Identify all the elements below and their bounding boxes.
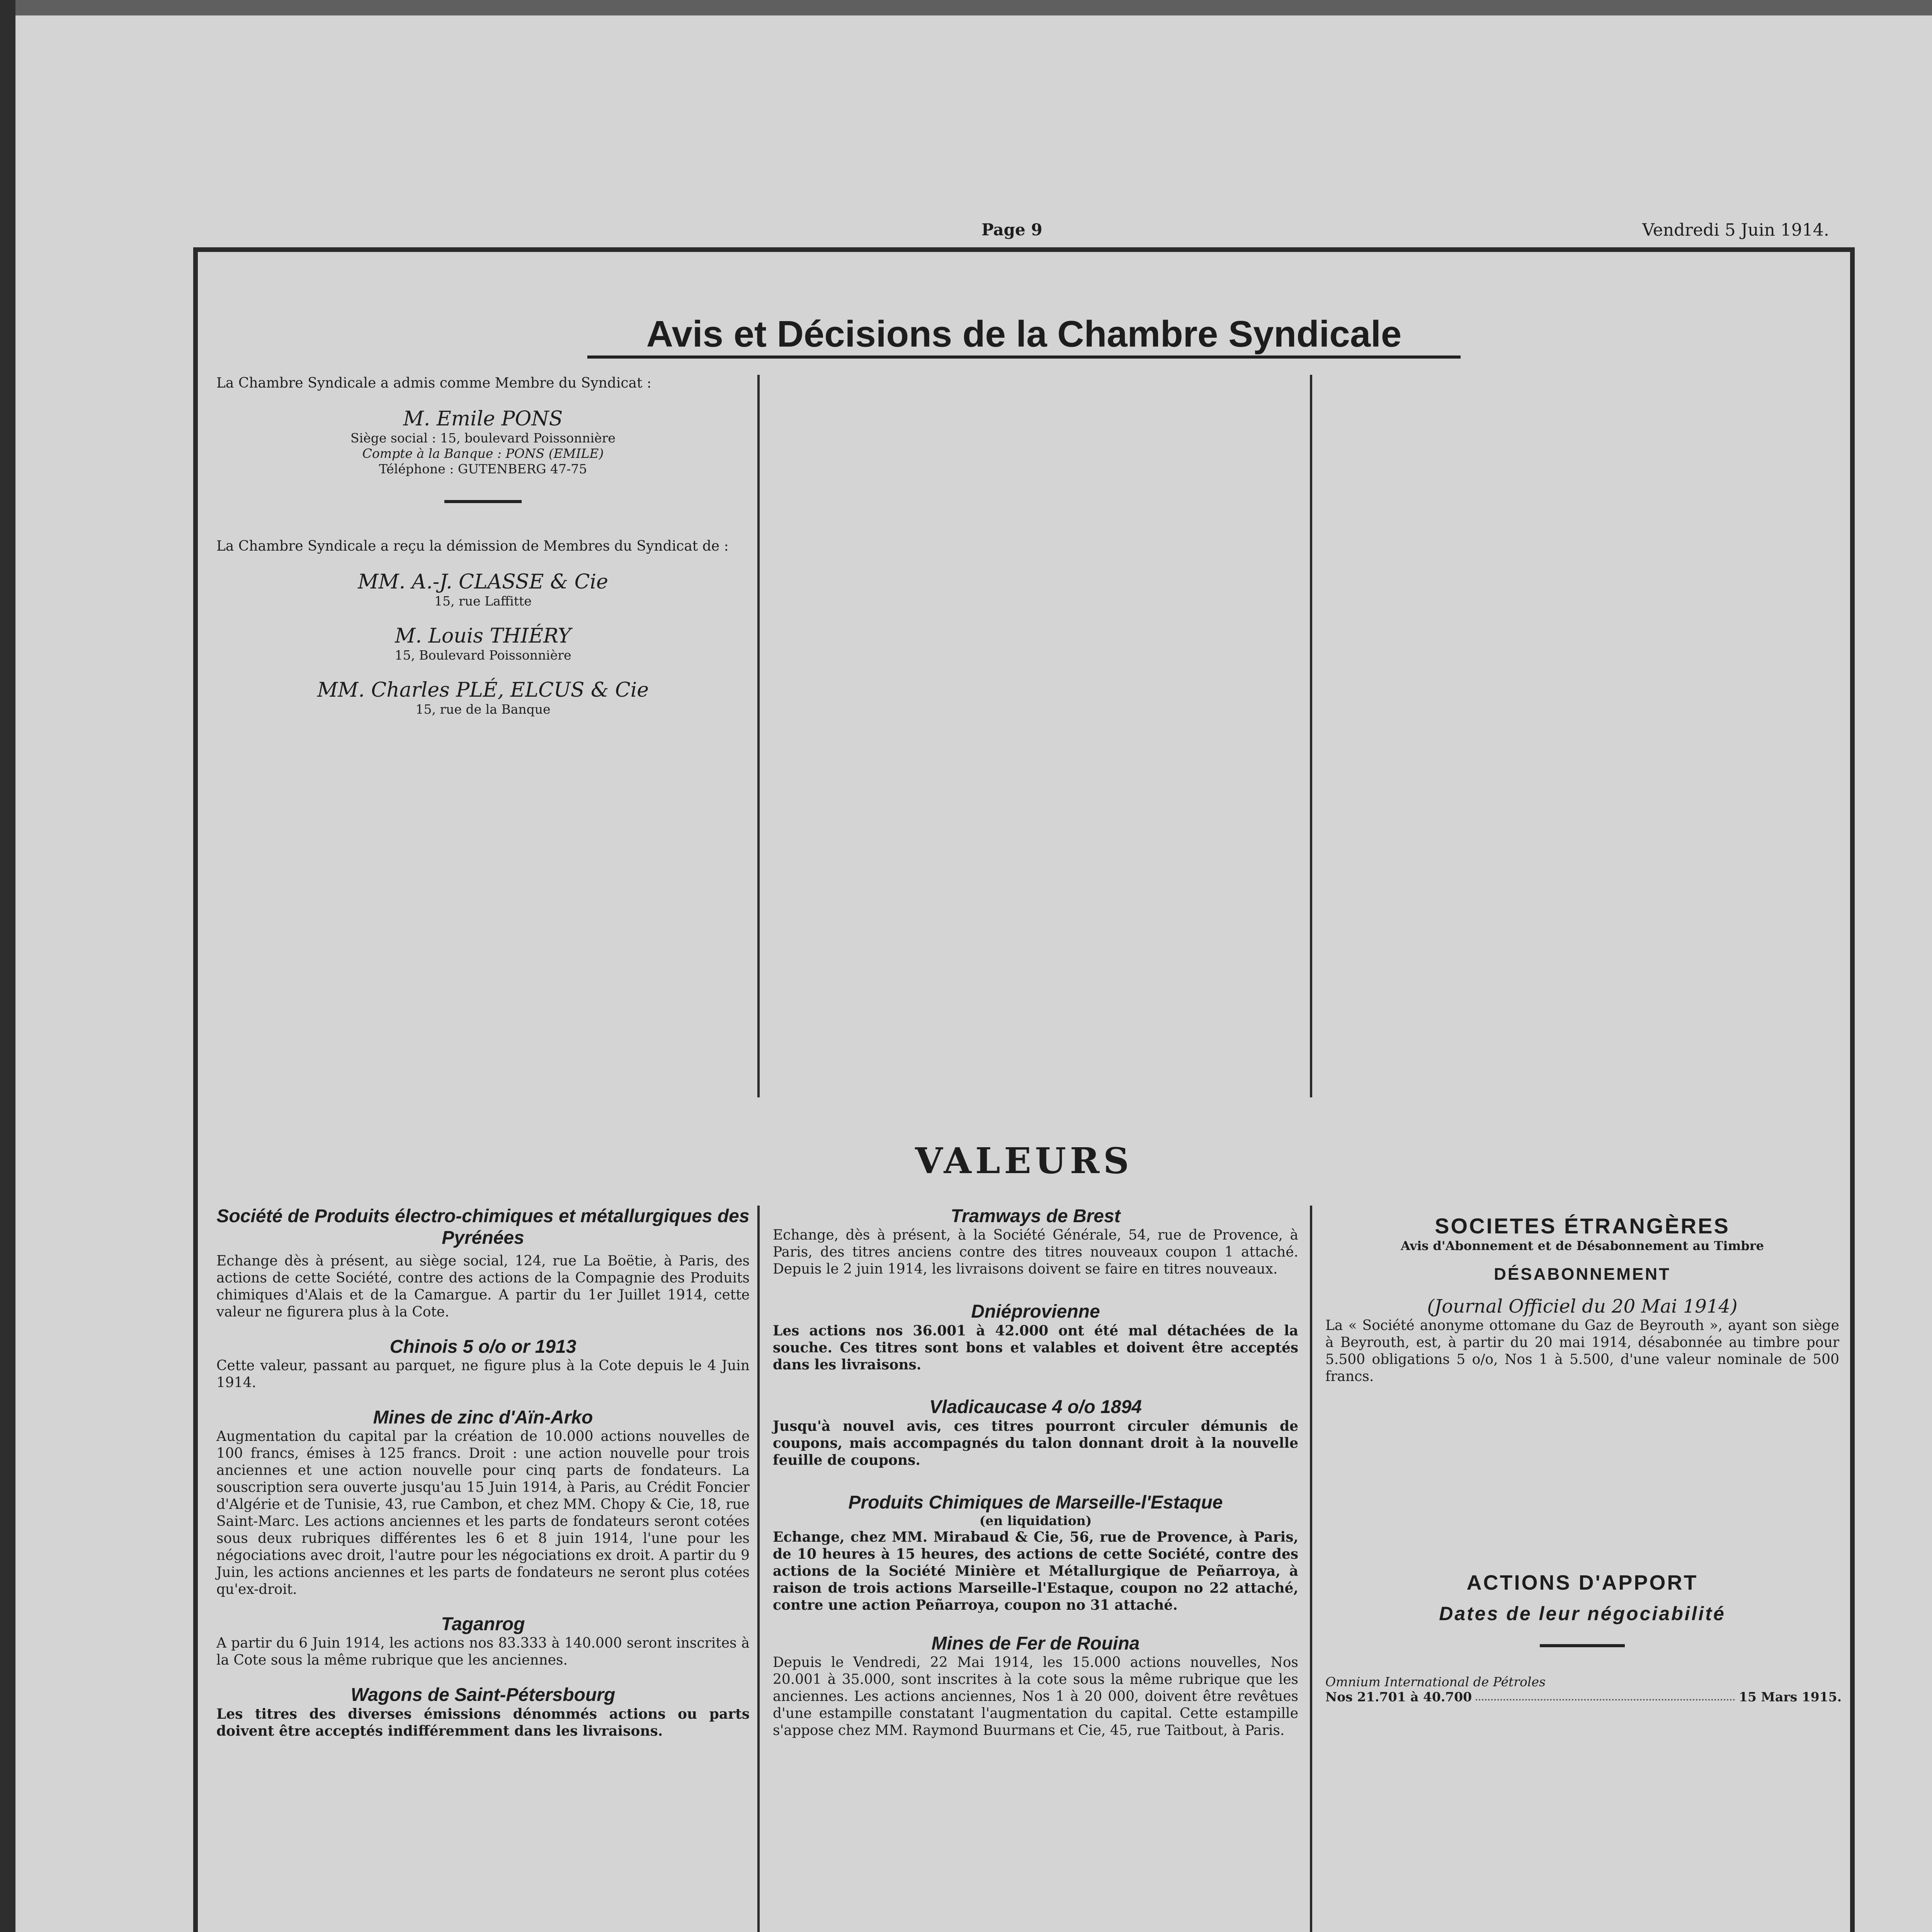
r1-title: SOCIETES ÉTRANGÈRES [1435, 1214, 1730, 1238]
m1-title: Tramways de Brest [951, 1206, 1121, 1226]
avis-demission: La Chambre Syndicale a reçu la démission de Membres du Syndicat de : [216, 538, 729, 554]
valeurs-left-column [216, 1206, 750, 1740]
r1-text: La « Société anonyme ottomane du Gaz de Beyrouth », ayant son siège à Beyrouth, est, à partir du 20 mai 1914, désabonnée au timbre pour 5.500 obligations 5 o/o, Nos 1 à 5.500, d'une valeur nominale de 500 francs. [1325, 1318, 1839, 1384]
resigned-member-1: MM. A.-J. CLASSE & Cie [358, 570, 608, 594]
valeurs-divider-2 [1310, 1206, 1312, 1932]
s4-text: A partir du 6 Juin 1914, les actions nos 83.333 à 140.000 seront inscrites à la Cote sous la même rubrique que les anciennes. [216, 1635, 750, 1668]
m3-title: Vladicaucase 4 o/o 1894 [929, 1397, 1142, 1417]
top-rule [193, 247, 1855, 252]
r2-name: Omnium International de Pétroles [1325, 1674, 1546, 1689]
s1-title: Société de Produits électro-chimiques et métallurgiques des Pyrénées [216, 1206, 750, 1248]
avis-title: Avis et Décisions de la Chambre Syndicale [587, 313, 1461, 359]
member-siege: Siège social : 15, boulevard Poissonnière [350, 430, 616, 446]
s1-text: Echange dès à présent, au siège social, 124, rue La Boëtie, à Paris, des actions de cette Société, contre des actions de la Compagnie des Produits chimiques d'Alais et de la Camargue. A partir du 1er Juillet 1914, cette valeur ne figurera plus à la Cote. [216, 1253, 750, 1320]
r2-date: 15 Mars 1915. [1739, 1689, 1842, 1704]
avis-column [216, 375, 750, 717]
r1-heading: DÉSABONNEMENT [1494, 1265, 1671, 1284]
m2-title: Dniéprovienne [971, 1301, 1100, 1322]
s4-title: Taganrog [441, 1614, 525, 1634]
valeurs-title: VALEURS [915, 1140, 1133, 1182]
avis-admis: La Chambre Syndicale a admis comme Membre du Syndicat : [216, 375, 652, 391]
separator [444, 500, 522, 503]
s3-title: Mines de zinc d'Aïn-Arko [373, 1407, 593, 1428]
r2-sub: Dates de leur négociabilité [1439, 1603, 1726, 1624]
resigned-member-3: MM. Charles PLÉ, ELCUS & Cie [317, 679, 649, 702]
member-tel: Téléphone : GUTENBERG 47-75 [379, 461, 587, 476]
page-date: Vendredi 5 Juin 1914. [1642, 220, 1829, 240]
m4-text: Echange, chez MM. Mirabaud & Cie, 56, rue de Provence, à Paris, de 10 heures à 15 heures, des actions de cette Société, contre des actions de la Société Minière et Métallurgique de Peñarroya, à raison de trois actions Marseille-l'Estaque, coupon no 22 attaché, contre une action Peñarroya, coupon no 31 attaché. [773, 1529, 1298, 1613]
resigned-address-3: 15, rue de la Banque [415, 702, 551, 717]
binding-gutter [0, 0, 15, 1932]
m4-title: Produits Chimiques de Marseille-l'Estaque [848, 1492, 1223, 1513]
r2-title: ACTIONS D'APPORT [1466, 1571, 1698, 1594]
resigned-member-2: M. Louis THIÉRY [395, 624, 571, 648]
resigned-address-2: 15, Boulevard Poissonnière [395, 648, 571, 663]
s5-text: Les titres des diverses émissions dénommés actions ou parts doivent être acceptés indifféremment dans les livraisons. [216, 1706, 750, 1739]
avis-divider-1 [757, 375, 760, 1097]
r1-sub: Avis d'Abonnement et de Désabonnement au Timbre [1400, 1238, 1764, 1253]
m5-title: Mines de Fer de Rouina [931, 1633, 1140, 1654]
separator [1540, 1644, 1625, 1647]
s2-text: Cette valeur, passant au parquet, ne figure plus à la Cote depuis le 4 Juin 1914. [216, 1358, 750, 1391]
s2-title: Chinois 5 o/o or 1913 [389, 1337, 577, 1357]
left-border [193, 247, 198, 1932]
valeurs-divider-1 [757, 1206, 760, 1932]
s5-title: Wagons de Saint-Pétersbourg [350, 1685, 616, 1705]
member-name: M. Emile PONS [403, 407, 563, 430]
r2-line [1325, 1689, 1842, 1704]
m3-text: Jusqu'à nouvel avis, ces titres pourront circuler démunis de coupons, mais accompagnés du talon donnant droit à la nouvelle feuille de coupons. [773, 1418, 1298, 1468]
resigned-address-1: 15, rue Laffitte [434, 594, 532, 609]
valeurs-right-column [1325, 1213, 1842, 1704]
r1-journal: (Journal Officiel du 20 Mai 1914) [1427, 1296, 1738, 1317]
avis-divider-2 [1310, 375, 1312, 1097]
m5-text: Depuis le Vendredi, 22 Mai 1914, les 15.000 actions nouvelles, Nos 20.001 à 35.000, sont inscrites à la cote sous la même rubrique que les anciennes. Les actions anciennes, Nos 1 à 20 000, doivent être revêtues d'une estampille constatant l'augmentation du capital. Cette estampille s'appose chez MM. Raymond Buurmans et Cie, 45, rue Taitbout, à Paris. [773, 1655, 1298, 1738]
r2-numbers: Nos 21.701 à 40.700 [1325, 1689, 1472, 1704]
s3-text: Augmentation du capital par la création de 10.000 actions nouvelles de 100 francs, émises à 125 francs. Droit : une action nouvelle pour trois anciennes et une action nouvelle pour cinq parts de fondateurs. La souscription sera ouverte jusqu'au 15 Juin 1914, à Paris, au Crédit Foncier d'Algérie et de Tunisie, 43, rue Cambon, et chez MM. Chopy & Cie, 18, rue Saint-Marc. Les actions anciennes et les parts de fondateurs seront cotées sous deux rubriques différentes les 6 et 8 juin 1914, l'une pour les négociations avec droit, l'autre pour les négociations ex droit. A partir du 9 Juin, les actions anciennes et les parts de fondateurs ne seront plus cotées qu'ex-droit. [216, 1429, 750, 1597]
valeurs-mid-column [773, 1206, 1298, 1739]
member-compte: Compte à la Banque : PONS (EMILE) [362, 446, 604, 461]
newspaper-page [15, 15, 1932, 1932]
page-number: Page 9 [981, 220, 1043, 239]
right-border [1850, 247, 1855, 1932]
m1-text: Echange, dès à présent, à la Société Générale, 54, rue de Provence, à Paris, des titres anciens contre des titres nouveaux coupon 1 attaché. Depuis le 2 juin 1914, les livraisons doivent se faire en titres nouveaux. [773, 1227, 1298, 1277]
m2-text: Les actions nos 36.001 à 42.000 ont été mal détachées de la souche. Ces titres sont bons et valables et doivent être acceptés dans les livraisons. [773, 1323, 1298, 1373]
m4-sub: (en liquidation) [979, 1513, 1092, 1528]
